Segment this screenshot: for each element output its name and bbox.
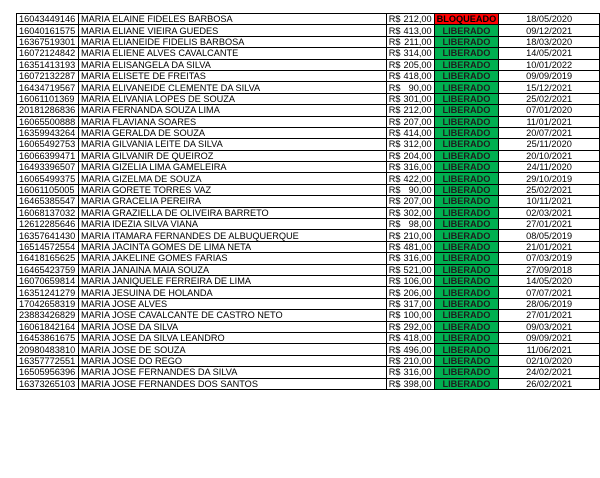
amount-value: 418,00: [403, 71, 432, 82]
table-row: [17, 219, 600, 230]
cell-date[interactable]: 11/01/2021: [499, 116, 600, 127]
cell-name[interactable]: MARIA GRAZIELLA DE OLIVEIRA BARRETO: [78, 207, 386, 218]
table-row: [17, 59, 600, 70]
cell-name[interactable]: MARIA IDEZIA SILVA VIANA: [78, 219, 386, 230]
currency-symbol: R$: [388, 298, 401, 309]
cell-id[interactable]: 16359943264: [17, 127, 79, 138]
table-row: [17, 241, 600, 252]
cell-status[interactable]: LIBERADO: [434, 241, 499, 252]
currency-symbol: R$: [388, 150, 401, 161]
cell-amount[interactable]: [386, 241, 434, 252]
amount-value: 521,00: [403, 264, 432, 275]
table-row: [17, 162, 600, 173]
cell-name[interactable]: MARIA JOSE DA SILVA: [78, 321, 386, 332]
table-row: [17, 184, 600, 195]
cell-amount[interactable]: [386, 127, 434, 138]
cell-status[interactable]: LIBERADO: [434, 173, 499, 184]
cell-status[interactable]: LIBERADO: [434, 196, 499, 207]
cell-date[interactable]: 25/02/2021: [499, 184, 600, 195]
cell-id[interactable]: 16357772551: [17, 355, 79, 366]
cell-date[interactable]: 09/12/2021: [499, 25, 600, 36]
cell-amount[interactable]: [386, 253, 434, 264]
currency-symbol: R$: [388, 185, 401, 196]
cell-name[interactable]: MARIA JOSE FERNANDES DA SILVA: [78, 367, 386, 378]
cell-name[interactable]: MARIA ELISANGELA DA SILVA: [78, 59, 386, 70]
currency-symbol: R$: [388, 36, 401, 47]
cell-id[interactable]: 16351241279: [17, 287, 79, 298]
table-row: [17, 332, 600, 343]
cell-name[interactable]: MARIA GILVANIR DE QUEIROZ: [78, 150, 386, 161]
table-row: [17, 36, 600, 47]
cell-status[interactable]: LIBERADO: [434, 378, 499, 389]
table-row: [17, 378, 600, 389]
cell-amount[interactable]: [386, 275, 434, 286]
cell-name[interactable]: MARIA FLAVIANA SOARES: [78, 116, 386, 127]
currency-symbol: R$: [388, 378, 401, 389]
cell-amount[interactable]: [386, 139, 434, 150]
cell-status[interactable]: LIBERADO: [434, 36, 499, 47]
table-body: [17, 14, 600, 390]
currency-symbol: R$: [388, 116, 401, 127]
amount-value: 302,00: [403, 207, 432, 218]
table-row: [17, 139, 600, 150]
amount-value: 98,00: [408, 219, 432, 230]
cell-status[interactable]: LIBERADO: [434, 264, 499, 275]
cell-date[interactable]: 20/10/2021: [499, 150, 600, 161]
cell-name[interactable]: MARIA JOSE CAVALCANTE DE CASTRO NETO: [78, 310, 386, 321]
cell-date[interactable]: 20/07/2021: [499, 127, 600, 138]
cell-date[interactable]: 08/05/2019: [499, 230, 600, 241]
cell-status[interactable]: LIBERADO: [434, 230, 499, 241]
cell-status[interactable]: LIBERADO: [434, 184, 499, 195]
cell-status[interactable]: LIBERADO: [434, 310, 499, 321]
cell-id[interactable]: 16072124842: [17, 48, 79, 59]
cell-id[interactable]: 17042658319: [17, 298, 79, 309]
cell-date[interactable]: 14/05/2021: [499, 48, 600, 59]
cell-name[interactable]: MARIA GILVANIA LEITE DA SILVA: [78, 139, 386, 150]
currency-symbol: R$: [388, 287, 401, 298]
amount-value: 314,00: [403, 48, 432, 59]
cell-id[interactable]: 16351413193: [17, 59, 79, 70]
cell-amount[interactable]: [386, 82, 434, 93]
table-row: [17, 70, 600, 81]
cell-date[interactable]: 27/01/2021: [499, 310, 600, 321]
table-row: [17, 230, 600, 241]
currency-symbol: R$: [388, 253, 401, 264]
table-row: [17, 116, 600, 127]
table-row: [17, 207, 600, 218]
currency-symbol: R$: [388, 333, 401, 344]
table-row: [17, 173, 600, 184]
amount-value: 90,00: [408, 82, 432, 93]
cell-id[interactable]: 16061105005: [17, 184, 79, 195]
cell-amount[interactable]: [386, 321, 434, 332]
cell-name[interactable]: MARIA JOSE FERNANDES DOS SANTOS: [78, 378, 386, 389]
cell-id[interactable]: 16065500888: [17, 116, 79, 127]
cell-date[interactable]: 07/03/2019: [499, 253, 600, 264]
table-row: [17, 105, 600, 116]
amount-value: 204,00: [403, 150, 432, 161]
cell-id[interactable]: 16367519301: [17, 36, 79, 47]
amount-value: 207,00: [403, 116, 432, 127]
cell-name[interactable]: MARIA ELIVANIA LOPES DE SOUZA: [78, 93, 386, 104]
currency-symbol: R$: [388, 264, 401, 275]
cell-date[interactable]: 10/11/2021: [499, 196, 600, 207]
cell-amount[interactable]: [386, 298, 434, 309]
cell-status[interactable]: BLOQUEADO: [434, 14, 499, 25]
cell-id[interactable]: 16505956396: [17, 367, 79, 378]
amount-value: 414,00: [403, 128, 432, 139]
cell-name[interactable]: MARIA ELIANEIDE FIDELIS BARBOSA: [78, 36, 386, 47]
cell-amount[interactable]: [386, 344, 434, 355]
amount-value: 316,00: [403, 162, 432, 173]
currency-symbol: R$: [388, 207, 401, 218]
amount-value: 481,00: [403, 242, 432, 252]
cell-id[interactable]: 16465385547: [17, 196, 79, 207]
currency-symbol: R$: [388, 219, 401, 230]
cell-amount[interactable]: [386, 173, 434, 184]
cell-name[interactable]: MARIA JAKELINE GOMES FARIAS: [78, 253, 386, 264]
cell-id[interactable]: 12612285646: [17, 219, 79, 230]
cell-amount[interactable]: [386, 264, 434, 275]
cell-amount[interactable]: [386, 14, 434, 25]
cell-id[interactable]: 16493396507: [17, 162, 79, 173]
cell-date[interactable]: 21/01/2021: [499, 241, 600, 252]
table-row: [17, 150, 600, 161]
cell-date[interactable]: 14/05/2020: [499, 275, 600, 286]
cell-amount[interactable]: [386, 93, 434, 104]
currency-symbol: R$: [388, 321, 401, 332]
amount-value: 212,00: [403, 14, 432, 25]
cell-amount[interactable]: [386, 207, 434, 218]
currency-symbol: R$: [388, 93, 401, 104]
cell-amount[interactable]: [386, 230, 434, 241]
cell-date[interactable]: 11/06/2021: [499, 344, 600, 355]
cell-name[interactable]: MARIA GIZELMA DE SOUZA: [78, 173, 386, 184]
currency-symbol: R$: [388, 162, 401, 173]
cell-amount[interactable]: [386, 162, 434, 173]
cell-amount[interactable]: [386, 25, 434, 36]
cell-date[interactable]: 26/02/2021: [499, 378, 600, 389]
cell-status[interactable]: LIBERADO: [434, 367, 499, 378]
cell-date[interactable]: 09/03/2021: [499, 321, 600, 332]
cell-id[interactable]: 16061842164: [17, 321, 79, 332]
amount-value: 212,00: [403, 105, 432, 116]
amount-value: 316,00: [403, 367, 432, 378]
amount-value: 210,00: [403, 355, 432, 366]
amount-value: 100,00: [403, 310, 432, 321]
cell-status[interactable]: LIBERADO: [434, 219, 499, 230]
cell-amount[interactable]: [386, 150, 434, 161]
table-row: [17, 310, 600, 321]
cell-id[interactable]: 16040161575: [17, 25, 79, 36]
cell-status[interactable]: LIBERADO: [434, 162, 499, 173]
cell-date[interactable]: 07/01/2020: [499, 105, 600, 116]
cell-status[interactable]: LIBERADO: [434, 207, 499, 218]
cell-status[interactable]: LIBERADO: [434, 344, 499, 355]
cell-status[interactable]: LIBERADO: [434, 321, 499, 332]
currency-symbol: R$: [388, 310, 401, 321]
table-row: [17, 287, 600, 298]
amount-value: 210,00: [403, 230, 432, 241]
amount-value: 312,00: [403, 139, 432, 150]
amount-value: 418,00: [403, 333, 432, 344]
currency-symbol: R$: [388, 71, 401, 82]
cell-id[interactable]: 16357641430: [17, 230, 79, 241]
cell-status[interactable]: LIBERADO: [434, 48, 499, 59]
cell-amount[interactable]: [386, 70, 434, 81]
amount-value: 317,00: [403, 298, 432, 309]
cell-status[interactable]: LIBERADO: [434, 93, 499, 104]
currency-symbol: R$: [388, 25, 401, 36]
cell-date[interactable]: 02/03/2021: [499, 207, 600, 218]
currency-symbol: R$: [388, 344, 401, 355]
currency-symbol: R$: [388, 242, 401, 252]
cell-amount[interactable]: [386, 184, 434, 195]
cell-id[interactable]: 16514572554: [17, 241, 79, 252]
cell-status[interactable]: LIBERADO: [434, 127, 499, 138]
amount-value: 205,00: [403, 59, 432, 70]
cell-date[interactable]: 02/10/2020: [499, 355, 600, 366]
cell-status[interactable]: LIBERADO: [434, 253, 499, 264]
cell-date[interactable]: 18/03/2020: [499, 36, 600, 47]
cell-name[interactable]: MARIA FERNANDA SOUZA LIMA: [78, 105, 386, 116]
cell-id[interactable]: 16066399471: [17, 150, 79, 161]
currency-symbol: R$: [388, 230, 401, 241]
amount-value: 207,00: [403, 196, 432, 207]
cell-status[interactable]: LIBERADO: [434, 275, 499, 286]
cell-status[interactable]: LIBERADO: [434, 150, 499, 161]
cell-name[interactable]: MARIA ELAINE FIDELES BARBOSA: [78, 14, 386, 25]
table-row: [17, 264, 600, 275]
table-row: [17, 127, 600, 138]
amount-value: 398,00: [403, 378, 432, 389]
cell-date[interactable]: 24/02/2021: [499, 367, 600, 378]
cell-amount[interactable]: [386, 196, 434, 207]
cell-id[interactable]: 20181286836: [17, 105, 79, 116]
currency-symbol: R$: [388, 82, 401, 93]
cell-date[interactable]: 28/06/2019: [499, 298, 600, 309]
cell-date[interactable]: 09/09/2021: [499, 332, 600, 343]
amount-value: 316,00: [403, 253, 432, 264]
cell-name[interactable]: MARIA ELISETE DE FREITAS: [78, 70, 386, 81]
table-row: [17, 321, 600, 332]
table-row: [17, 93, 600, 104]
cell-date[interactable]: 25/11/2020: [499, 139, 600, 150]
cell-id[interactable]: 16068137032: [17, 207, 79, 218]
cell-name[interactable]: MARIA ELIVANEIDE CLEMENTE DA SILVA: [78, 82, 386, 93]
cell-amount[interactable]: [386, 367, 434, 378]
table-row: [17, 298, 600, 309]
cell-id[interactable]: 16043449146: [17, 14, 79, 25]
currency-symbol: R$: [388, 139, 401, 150]
cell-name[interactable]: MARIA ELIENE ALVES CAVALCANTE: [78, 48, 386, 59]
cell-id[interactable]: 16434719567: [17, 82, 79, 93]
amount-value: 301,00: [403, 93, 432, 104]
cell-date[interactable]: 10/01/2022: [499, 59, 600, 70]
cell-amount[interactable]: [386, 355, 434, 366]
currency-symbol: R$: [388, 173, 401, 184]
cell-date[interactable]: 15/12/2021: [499, 82, 600, 93]
cell-status[interactable]: LIBERADO: [434, 139, 499, 150]
cell-status[interactable]: LIBERADO: [434, 355, 499, 366]
cell-amount[interactable]: [386, 219, 434, 230]
cell-name[interactable]: MARIA JESUINA DE HOLANDA: [78, 287, 386, 298]
currency-symbol: R$: [388, 196, 401, 207]
currency-symbol: R$: [388, 128, 401, 139]
cell-amount[interactable]: [386, 105, 434, 116]
currency-symbol: R$: [388, 14, 401, 25]
cell-date[interactable]: 25/02/2021: [499, 93, 600, 104]
cell-id[interactable]: 16065499375: [17, 173, 79, 184]
cell-status[interactable]: LIBERADO: [434, 298, 499, 309]
cell-status[interactable]: LIBERADO: [434, 59, 499, 70]
cell-status[interactable]: LIBERADO: [434, 287, 499, 298]
cell-name[interactable]: MARIA ITAMARA FERNANDES DE ALBUQUERQUE: [78, 230, 386, 241]
cell-id[interactable]: 16453861675: [17, 332, 79, 343]
cell-amount[interactable]: [386, 36, 434, 47]
cell-name[interactable]: MARIA JOSE DE SOUZA: [78, 344, 386, 355]
amount-value: 496,00: [403, 344, 432, 355]
amount-value: 211,00: [404, 36, 432, 47]
cell-name[interactable]: MARIA JOSE ALVES: [78, 298, 386, 309]
cell-id[interactable]: 16373265103: [17, 378, 79, 389]
cell-id[interactable]: 16061101369: [17, 93, 79, 104]
cell-date[interactable]: 07/07/2021: [499, 287, 600, 298]
cell-name[interactable]: MARIA JOSE DO REGO: [78, 355, 386, 366]
cell-amount[interactable]: [386, 48, 434, 59]
cell-date[interactable]: 27/01/2021: [499, 219, 600, 230]
cell-amount[interactable]: [386, 310, 434, 321]
table-row: [17, 25, 600, 36]
cell-status[interactable]: LIBERADO: [434, 70, 499, 81]
currency-symbol: R$: [388, 48, 401, 59]
amount-value: 422,00: [403, 173, 432, 184]
table-row: [17, 196, 600, 207]
cell-name[interactable]: MARIA JANAINA MAIA SOUZA: [78, 264, 386, 275]
cell-date[interactable]: 27/09/2018: [499, 264, 600, 275]
cell-amount[interactable]: [386, 378, 434, 389]
cell-name[interactable]: MARIA JANIQUELE FERREIRA DE LIMA: [78, 275, 386, 286]
cell-id[interactable]: 23883426829: [17, 310, 79, 321]
currency-symbol: R$: [388, 105, 401, 116]
cell-amount[interactable]: [386, 116, 434, 127]
cell-id[interactable]: 16418165625: [17, 253, 79, 264]
cell-id[interactable]: 16465423759: [17, 264, 79, 275]
cell-date[interactable]: 09/09/2019: [499, 70, 600, 81]
cell-name[interactable]: MARIA GRACELIA PEREIRA: [78, 196, 386, 207]
cell-status[interactable]: LIBERADO: [434, 116, 499, 127]
amount-value: 90,00: [408, 185, 432, 196]
cell-name[interactable]: MARIA JOSE DA SILVA LEANDRO: [78, 332, 386, 343]
cell-amount[interactable]: [386, 332, 434, 343]
currency-symbol: R$: [388, 355, 401, 366]
table-row: [17, 14, 600, 25]
cell-name[interactable]: MARIA JACINTA GOMES DE LIMA NETA: [78, 241, 386, 252]
cell-date[interactable]: 18/05/2020: [499, 14, 600, 25]
cell-status[interactable]: LIBERADO: [434, 82, 499, 93]
cell-status[interactable]: LIBERADO: [434, 105, 499, 116]
currency-symbol: R$: [388, 367, 401, 378]
cell-id[interactable]: 16072132287: [17, 70, 79, 81]
cell-amount[interactable]: [386, 287, 434, 298]
cell-name[interactable]: MARIA GORETE TORRES VAZ: [78, 184, 386, 195]
cell-date[interactable]: 29/10/2019: [499, 173, 600, 184]
table-row: [17, 82, 600, 93]
cell-amount[interactable]: [386, 59, 434, 70]
amount-value: 206,00: [403, 287, 432, 298]
cell-name[interactable]: MARIA ELIANE VIEIRA GUEDES: [78, 25, 386, 36]
cell-status[interactable]: LIBERADO: [434, 332, 499, 343]
amount-value: 413,00: [403, 25, 432, 36]
table-row: [17, 355, 600, 366]
currency-symbol: R$: [388, 276, 401, 287]
table-row: [17, 253, 600, 264]
cell-id[interactable]: 16070659814: [17, 275, 79, 286]
table-row: [17, 275, 600, 286]
cell-id[interactable]: 16065492753: [17, 139, 79, 150]
cell-id[interactable]: 20980483810: [17, 344, 79, 355]
cell-name[interactable]: MARIA GERALDA DE SOUZA: [78, 127, 386, 138]
cell-name[interactable]: MARIA GIZELIA LIMA GAMELEIRA: [78, 162, 386, 173]
amount-value: 106,00: [403, 276, 432, 287]
currency-symbol: R$: [388, 59, 401, 70]
cell-date[interactable]: 24/11/2020: [499, 162, 600, 173]
cell-status[interactable]: LIBERADO: [434, 25, 499, 36]
table-row: [17, 344, 600, 355]
table-row: [17, 48, 600, 59]
spreadsheet-table: [16, 13, 600, 390]
table-row: [17, 367, 600, 378]
amount-value: 292,00: [403, 321, 432, 332]
